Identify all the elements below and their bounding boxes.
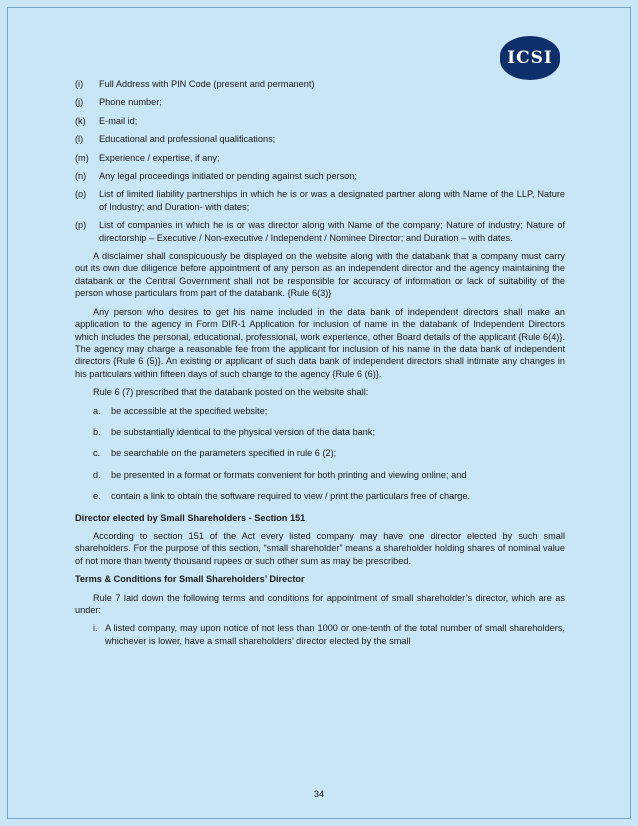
list-item bbox=[75, 219, 565, 244]
list-item bbox=[75, 152, 565, 164]
icsi-logo bbox=[500, 36, 560, 80]
list-item-text: be substantially identical to the physical version of the data bank; bbox=[111, 426, 376, 437]
list-marker: b. bbox=[93, 426, 101, 437]
list-item bbox=[75, 405, 565, 417]
list-item-text: be presented in a format or formats convenient for both printing and viewing online; and bbox=[111, 469, 467, 480]
list-item bbox=[75, 96, 565, 108]
particulars-list bbox=[75, 78, 565, 244]
list-item-text: contain a link to obtain the software required to view / print the particulars free of charge. bbox=[111, 491, 471, 502]
list-item bbox=[75, 188, 565, 213]
rule67-intro: Rule 6 (7) prescribed that the databank posted on the website shall: bbox=[93, 387, 369, 398]
list-item-text: List of companies in which he is or was director along with Name of the company; Nature of industry; Nature of directorship – Executive / Non-executive / Independent / Nominee Director; and Duration – with dates. bbox=[99, 220, 565, 243]
list-item bbox=[75, 78, 565, 90]
list-item-text: Any legal proceedings initiated or pending against such person; bbox=[99, 171, 357, 182]
list-item-text: Educational and professional qualifications; bbox=[99, 134, 276, 145]
list-marker: c. bbox=[93, 448, 101, 459]
list-marker: (j) bbox=[75, 97, 84, 108]
list-item-text: Phone number; bbox=[99, 97, 162, 108]
list-item bbox=[75, 115, 565, 127]
logo-text: ICSI bbox=[507, 48, 553, 68]
list-item-text: Full Address with PIN Code (present and permanent) bbox=[99, 79, 315, 89]
disclaimer-paragraph: A disclaimer shall conspicuously be displayed on the website along with the databank that a company must carry out its own due diligence before appointment of any person as an independent director and the agency maintaining the databank or the Central Government shall not be responsible for accuracy of information or lack of suitability of the person whose particulars from part of the databank. {Rule 6(3)} bbox=[75, 251, 565, 299]
list-item-text: be accessible at the specified website; bbox=[111, 405, 268, 416]
list-marker: (i) bbox=[75, 79, 84, 89]
list-marker: (m) bbox=[75, 152, 89, 163]
list-item bbox=[75, 170, 565, 182]
section151-paragraph: According to section 151 of the Act every listed company may have one director elected by such small shareholders. For the purpose of this section, “small shareholder” means a shareholder holding shares of nominal value of not more than twenty thousand rupees or such other sum as may be prescribed. bbox=[75, 530, 565, 566]
list-item-text: Experience / expertise, if any; bbox=[99, 152, 220, 163]
rule7-paragraph: Rule 7 laid down the following terms and conditions for appointment of small shareholder’s director, which are as under: bbox=[75, 592, 565, 615]
list-item-text: E-mail id; bbox=[99, 115, 138, 126]
list-marker: e. bbox=[93, 491, 101, 502]
section151-heading: Director elected by Small Shareholders - Section 151 bbox=[75, 512, 306, 523]
application-paragraph: Any person who desires to get his name included in the data bank of independent directors shall make an application to the agency in Form DIR-1 Application for inclusion of name in the databank of Independent Directors which includes the personal, educational, professional, work experience, other Board details of the applicant {Rule 6(4)}. The agency may charge a reasonable fee from the applicant for inclusion of his name in the data bank of independent directors {Rule 6 (5)}. An existing or applicant of such data bank of independent directors shall intimate any changes in his particulars within fifteen days of such change to the agency {Rule 6 (6)}. bbox=[75, 306, 565, 379]
list-marker: (p) bbox=[75, 220, 87, 231]
terms-heading: Terms & Conditions for Small Shareholders’ Director bbox=[75, 574, 305, 585]
list-marker: (k) bbox=[75, 115, 86, 126]
page-number: 34 bbox=[313, 789, 325, 799]
list-marker: a. bbox=[93, 405, 101, 416]
list-item bbox=[75, 447, 565, 459]
list-item bbox=[75, 426, 565, 438]
list-marker: (o) bbox=[75, 189, 87, 200]
list-marker: (l) bbox=[75, 134, 84, 145]
list-marker: d. bbox=[93, 469, 101, 480]
list-item-text: be searchable on the parameters specified in rule 6 (2); bbox=[111, 448, 337, 459]
list-marker: (n) bbox=[75, 171, 87, 182]
list-item bbox=[75, 469, 565, 481]
list-item bbox=[75, 622, 565, 647]
list-marker: i. bbox=[93, 623, 98, 634]
list-item bbox=[75, 490, 565, 502]
list-item-text: List of limited liability partnerships in which he is or was a designated partner along with Name of the LLP, Nature of Industry; and Duration- with dates; bbox=[99, 189, 565, 212]
rule67-list bbox=[75, 405, 565, 503]
document-body bbox=[75, 78, 565, 653]
list-item bbox=[75, 133, 565, 145]
list-item-text: A listed company, may upon notice of not less than 1000 or one-tenth of the total number of small shareholders, whichever is lower, have a small shareholders’ director elected by the small bbox=[105, 623, 565, 646]
